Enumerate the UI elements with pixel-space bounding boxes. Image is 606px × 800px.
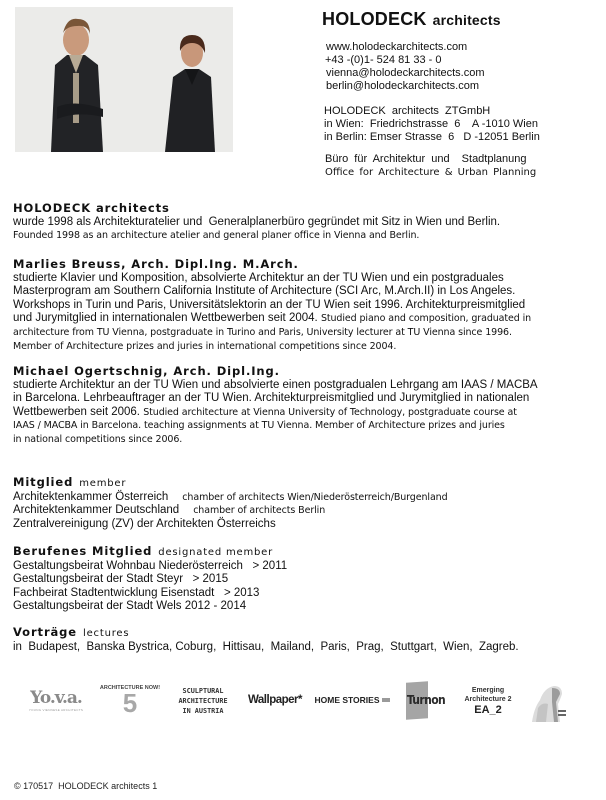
member-item-de: Zentralvereinigung (ZV) der Architekten Österreichs — [13, 517, 276, 530]
bio-ogertschnig-heading: Michael Ogertschnig, Arch. Dipl.Ing. — [13, 364, 280, 378]
member-item — [13, 504, 598, 518]
bio-breuss-line-en: Studied piano and composition, graduated in — [320, 313, 532, 325]
logo-emerging-line: EA_2 — [474, 704, 502, 716]
architects-photo-illustration — [15, 7, 233, 152]
logo-emerging-line: Emerging — [471, 687, 505, 694]
member-item — [13, 491, 598, 505]
logo-sculptural-line: IN AUSTRIA — [182, 707, 224, 715]
logo-sculptural-line: ARCHITECTURE — [178, 697, 228, 705]
designated-item: Fachbeirat Stadtentwicklung Eisenstadt > 2013 — [13, 586, 260, 599]
bio-ogertschnig-line: studierte Architektur an der TU Wien und absolvierte einen postgradualen Lehrgang am IAAS / MACBA — [13, 378, 538, 391]
bio-breuss-section — [13, 258, 598, 353]
designated-heading — [13, 545, 598, 560]
about-heading: HOLODECK architects — [13, 201, 170, 215]
bio-ogertschnig-line: in Barcelona. Lehrbeauftrager an der TU Wien. Architekturpreismitglied und Jurymitglied in nationalen — [13, 392, 530, 405]
logo-wallpaper — [246, 680, 304, 720]
email-berlin[interactable]: berlin@holodeckarchitects.com — [326, 80, 480, 92]
logo-wallpaper-text: Wallpaper* — [247, 694, 302, 706]
lectures-section — [13, 626, 598, 654]
logo-architecture-now-title: ARCHITECTURE NOW! — [99, 685, 161, 691]
architects-photo — [15, 7, 233, 152]
address-vienna: in Wien: Friedrichstrasse 6 A -1010 Wien — [324, 118, 538, 130]
bio-breuss-heading: Marlies Breuss, Arch. Dipl.Ing. M.Arch. — [13, 257, 299, 271]
brand-name: HOLODECK — [322, 9, 427, 29]
logo-home-stories-text: HOME STORIES — [314, 695, 380, 705]
sculpture-icon — [524, 678, 570, 722]
member-item-de: Architektenkammer Deutschland — [13, 504, 180, 517]
bio-ogertschnig-line-en: Studied architecture at Vienna University of Technology, postgraduate course at — [143, 406, 517, 418]
office-description-de: Büro für Architektur und Stadtplanung — [325, 153, 527, 165]
about-text-en: Founded 1998 as an architecture atelier and general planer office in Vienna and Berlin. — [13, 230, 420, 242]
logo-home-stories-mark — [382, 698, 390, 702]
lectures-heading-de: Vorträge — [13, 625, 78, 639]
about-section — [13, 202, 598, 243]
bio-breuss-line: Workshops in Turin und Paris, Universitätslektorin an der TU Wien seit 1996. Architekturpreismitglied — [13, 298, 526, 311]
bio-breuss-line-en: architecture from TU Vienna, postgraduate in Turino and Paris, University lecturer at TU Vienna since 1996. — [13, 326, 512, 338]
logo-architecture-now — [98, 680, 162, 720]
bio-ogertschnig-section — [13, 365, 598, 447]
brand-subtitle: architects — [432, 12, 501, 28]
designated-item: Gestaltungsbeirat Wohnbau Niederösterreich > 2011 — [13, 559, 288, 572]
member-item-en: chamber of architects Wien/Niederösterreich/Burgenland — [182, 491, 448, 503]
lectures-text: in Budapest, Banska Bystrica, Coburg, Hittisau, Mailand, Paris, Prag, Stuttgart, Wien, Zagreb. — [13, 640, 519, 653]
logo-yova — [26, 680, 86, 720]
designated-heading-en: designated member — [158, 547, 274, 558]
member-heading-en: member — [79, 478, 127, 489]
logo-yova-subtitle: YOUNG VIENNESE ARCHITECTS — [28, 708, 84, 712]
designated-heading-de: Berufenes Mitglied — [13, 544, 153, 558]
member-item — [13, 518, 598, 532]
logo-emerging-architecture — [460, 680, 516, 722]
bio-ogertschnig-line-en: IAAS / MACBA in Barcelona. teaching assignments at TU Vienna. Member of Architecture prizes and juries — [13, 420, 505, 432]
brand-title — [322, 9, 501, 30]
address-berlin: in Berlin: Emser Strasse 6 D -12051 Berlin — [324, 131, 540, 143]
lectures-heading — [13, 626, 598, 641]
member-item-de: Architektenkammer Österreich — [13, 490, 169, 503]
logo-home-stories — [310, 680, 394, 720]
designated-item: Gestaltungsbeirat der Stadt Wels 2012 - 2014 — [13, 600, 247, 613]
designated-member-section — [13, 545, 598, 614]
bio-breuss-line: studierte Klavier und Komposition, absolvierte Architektur an der TU Wien und ein postgraduales — [13, 271, 504, 284]
lectures-heading-en: lectures — [83, 628, 130, 639]
bio-ogertschnig-line: Wettbewerben seit 2006. — [13, 405, 141, 418]
office-description-en: Office for Architecture & Urban Planning — [325, 167, 537, 178]
website-link[interactable]: www.holodeckarchitects.com — [326, 41, 468, 53]
footer-copyright: © 170517 HOLODECK architects 1 — [14, 781, 158, 791]
member-section — [13, 476, 598, 531]
email-vienna[interactable]: vienna@holodeckarchitects.com — [326, 67, 485, 79]
logo-sculpture-image — [524, 678, 570, 722]
logo-turnon-text: Turnon — [406, 693, 446, 707]
member-heading — [13, 476, 598, 491]
logo-sculptural-architecture — [172, 680, 234, 722]
member-heading-de: Mitglied — [13, 475, 74, 489]
bio-breuss-line: und Jurymitglied in internationalen Wettbewerben seit 2004. — [13, 312, 318, 325]
logo-architecture-now-number: 5 — [122, 688, 138, 718]
designated-item: Gestaltungsbeirat der Stadt Steyr > 2015 — [13, 573, 229, 586]
about-text-de: wurde 1998 als Architekturatelier und Generalplanerbüro gegründet mit Sitz in Wien und Berlin. — [13, 215, 501, 228]
logo-turnon — [404, 680, 448, 720]
bio-ogertschnig-line-en: in national competitions since 2006. — [13, 433, 183, 445]
company-block — [324, 105, 540, 144]
logo-yova-text: Yo.v.a. — [30, 688, 82, 708]
bio-breuss-line-en: Member of Architecture prizes and juries in international competitions since 2004. — [13, 340, 397, 352]
company-name: HOLODECK architects ZTGmbH — [324, 105, 491, 117]
logo-emerging-line: Architecture 2 — [464, 696, 512, 703]
phone-number: +43 -(0)1- 524 81 33 - 0 — [325, 54, 442, 66]
bio-breuss-line: Masterprogram am Southern California Institute of Architecture (SCI Arc, M.Arch.II) in Los Angeles. — [13, 285, 516, 298]
logo-sculptural-line: SCULPTURAL — [182, 687, 224, 695]
contact-block — [325, 41, 485, 93]
office-description — [325, 153, 536, 179]
member-item-en: chamber of architects Berlin — [193, 505, 326, 517]
